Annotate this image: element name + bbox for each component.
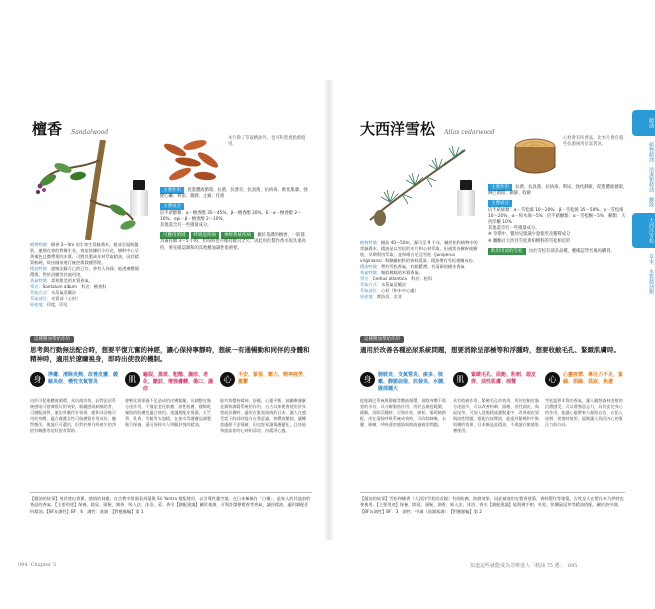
col-body-text: 能有效穩持精神，舒緩，心靈平衡，鼓勵療慮解並調和調精系統的作用，自古以來便會使用於冥想或祈禱時，適用在緊張兩情的日本，讓人在感受當下的同時提升自我意識，和釋放壓抑，讓轉重處理不安情緒，但也容易讓情慮變化，且快能和提高你的心神和清涼，內精淨心靈。 — [220, 398, 306, 433]
col-heading: 淨膚、清除炎熱、改善皮膚、緩解炎症、慢性支氣管炎 — [48, 372, 119, 385]
fact-label: 萃取部位： — [30, 296, 51, 301]
app-tag-0: 可應用領域 — [160, 232, 189, 239]
fact-row — [360, 294, 478, 300]
right-col-skin — [453, 372, 541, 434]
fact-row — [30, 242, 140, 266]
applications-text: 由於雪松有部多品種，應確認學名後再購買。 — [528, 248, 615, 254]
side-tab-herbal[interactable]: 草本．木質精油類 — [648, 254, 654, 294]
left-col-mind — [220, 372, 308, 434]
fact-value: 帶有雪松香氣，有點鬱滯、有清新的樹木香氣 — [380, 264, 465, 269]
fact-label: 香氣特徵： — [360, 270, 381, 275]
left-applications — [160, 232, 308, 252]
fact-value: 印度，印尼 — [46, 302, 68, 307]
fact-value: 柔和甜美的木質香氣。 — [50, 278, 93, 283]
left-page-subtitle: Sandalwood — [71, 129, 109, 136]
left-col-body — [30, 372, 118, 434]
right-divider-tag: 這種精油帶給你的 — [360, 336, 404, 343]
components-tag: 主要成分 — [488, 200, 512, 207]
fact-label: 精油特徵： — [30, 266, 51, 271]
mind-icon: 心 — [545, 372, 560, 387]
left-infobox — [160, 187, 308, 255]
wood-chips-illustration — [160, 130, 225, 185]
right-quote: 適用於改善各種泌尿系統問題，想要消除呈部極等和浮腫時，想要收斂毛孔、緊緻肌膚時。 — [360, 346, 620, 354]
left-page-title: 檀香 — [32, 120, 63, 138]
fact-row — [30, 302, 140, 308]
fact-value: 檀香 3～4m 的半寄生常綠喬木，根部呈現吸盤狀，連綿在寄的對稱生長。寄宿依據形小紅花，樹幹中心呈黃褐色且微帶黃的木質，可將其製成木材萃取精油，因其精質較硬，故由國家進行統控與栽種管理。 — [30, 242, 139, 265]
fact-row — [30, 266, 140, 278]
side-tab-category[interactable]: 植物精油．清潔類精油．擴散 — [648, 142, 654, 207]
main-effects-tag: 主要作用 — [160, 187, 184, 194]
fact-value: 木質部（心材） — [50, 296, 81, 301]
fact-label: 植物特徵： — [360, 240, 381, 245]
right-main-effects — [488, 184, 628, 197]
wood-slice-illustration — [510, 135, 560, 180]
skin-icon: 肌 — [125, 372, 140, 387]
fact-label: 香氣特徵： — [30, 278, 51, 283]
col-body-text: 會軟化與保養不足造成的皮膚粗糙，具調整皮脂分泌作用，不僅是老化肌膚、油性肌膚、種類乾燥肌的肌膚也適合使用。建議搭配皮保濕，天竺葵、乳香，雪鬆等太加精，在加水等護膚品調製進行保養，還可保持年人明顯舒悅的精油。 — [125, 398, 211, 427]
bottle-body — [130, 190, 148, 216]
body-icon: 身 — [30, 372, 45, 387]
left-chapter: Chapter 3 — [30, 562, 57, 568]
right-applications — [488, 248, 628, 255]
left-facts — [30, 242, 140, 308]
left-col-skin — [125, 372, 213, 428]
left-folio — [18, 562, 56, 568]
fact-label: 萃取部位： — [360, 288, 381, 293]
right-page-title: 大西洋雪松 — [360, 120, 436, 138]
side-tab-oils[interactable]: 精油 — [632, 110, 655, 136]
fact-label: 學名： — [360, 276, 373, 281]
col-heading: 緊緻毛孔、面皰、粉刺、頭皮屑、油性肌膚、掉髮 — [471, 372, 537, 385]
fact-label: 學名： — [30, 284, 43, 289]
col-body-text: 雪松溫和木質的香氣，讓人聯想森林浴般的沉穩感受，可以增強意志力，具有安定身心的作用，能讓心靈帶來力量與自信，在陷入迷惘、徬徨時使用，能夠讓人找回內心的專注力與方向。 — [545, 398, 623, 427]
side-tab-cedarwood[interactable]: 大西洋雪松 — [632, 213, 655, 248]
fact-label: 精油特徵： — [360, 264, 381, 269]
bottle-cap — [460, 180, 472, 190]
fact-value: 水蒸氣蒸餾法 — [380, 282, 407, 287]
col-heading: 膀胱炎、支氣管炎、痰多、咳嗽、靜脈曲張、抗發炎、水腫、腹部腫大 — [378, 372, 449, 392]
right-col-body — [360, 372, 448, 428]
col-body-text: 具有收斂作用，緊緻毛孔的效用，用於控制皮脂分泌過多，可以改善粉刺、面皰、油性頭皮，與鼠尾草，可加入洗髮精或護髮素中，改善頭皮屑與油性問題，搭配在按摩油，能達到緊緻和平衡肌膚的效果，日本稱是此精油，不建議在敏感肌膚使用。 — [453, 398, 539, 433]
left-caption: 木片除了萃取精油外，也可和焚香點薰燒用。 — [228, 136, 306, 147]
mind-icon: 心 — [220, 372, 235, 387]
side-index-tabs — [632, 110, 655, 300]
fact-value: 摩洛哥、北非 — [376, 294, 402, 299]
applications-text: 屬於基礎的檀香，一般都具備持續 3～5 小時，但每時也可維持數日之久，因此用於製作香水很具重高持，事先確認調和的其他精油調性很重要。 — [160, 233, 306, 251]
warning-1: ※ 屬酮式大西洋雪松與柏樹科的雪松相近的 — [488, 238, 571, 244]
right-caption: 心材會有所香氣，比木片會有處些抗菌兩用於氣質沐。 — [563, 136, 624, 147]
right-title-group — [360, 118, 495, 140]
fact-label: 原產地： — [30, 302, 47, 307]
components-text: 倍半萜醇類：α－檀香醇 35～45%、β－檀香醇 20%、E－α－檀香醇 2～10%、epi－β－檀香醇 2～10%、 — [160, 210, 302, 222]
left-quote: 思考與行動無法配合時，想要平復亢奮的神經，讓心保持寧靜時，想統一有通暢動和同伴的身體和精神時，適用於遼曠視身，即時出使我的機制。 — [30, 346, 310, 363]
col-heading: 龜裂、黑斑、粗糙、濕疹、老化、皺紋、增強膚體、傷口、濕疹 — [143, 372, 214, 392]
components-note: 其他還含有一些微量成分。 — [488, 226, 540, 232]
right-col-mind — [545, 372, 625, 428]
fact-row — [360, 240, 478, 264]
fact-label: 萃取方式： — [30, 290, 51, 295]
fact-label: 萃取方式： — [360, 282, 381, 287]
right-oil-bottle — [457, 180, 475, 216]
col-heading: 不安、緊張、壓力、精神疲勞、憂鬱 — [238, 372, 309, 385]
app-tag-1: 呼吸道疾病 — [191, 232, 220, 239]
right-footnote: 【精油的故事】雪松和檀香（大西洋雪松的近親）有助防腐、防腐效果，因此被使用在製香建築、香料製作等建築，古埃及人在製作木乃伊時也會使用。【主要用途】保養、除臭、頭髮、調香、吸入法、沐浴、香水【調配建議】能與佛手柑、杜松、快樂鼠尾草等精油搭配，屬於前中調。【BF＆調性】BF：3 調性：中調（前調基調） 【對應脈輪】第 2 — [360, 492, 625, 515]
fact-value: Cedrus atlantica 科名：松科 — [372, 276, 433, 281]
left-title-group — [32, 118, 108, 140]
fact-value: 水蒸氣蒸餾法 — [50, 290, 77, 295]
right-footer-text: 知道這些就能成為芳療達人「精油 75 選」 — [470, 563, 565, 569]
fact-value: 樹高 40～50m，壽可至 9 千年，屬於松科植物中的常綠喬木，精油是以雪松的木片和心材萃取，但通常為樹幹或樹枝，早期利用萃取，並和維吉尼亞雪松（Juniperus virginiana）與隸屬柏科的香料混淆，精油帶有雪松相關成份。 — [360, 240, 478, 263]
main-effects-tag: 主要作用 — [488, 184, 512, 191]
fact-label: 植物特徵： — [30, 242, 51, 247]
skin-icon: 肌 — [453, 372, 468, 387]
fact-value: Santalum album 科名：檀香科 — [42, 284, 107, 289]
left-main-effects — [160, 187, 308, 200]
right-folio — [470, 562, 577, 569]
warning-0: ※ 孕期中、嬰幼兒建議少量使用及稀釋成分 — [488, 232, 571, 238]
main-effects-text: 促進體液循環、抗菌、抗發炎、抗真菌、抗病毒、軟化肌膚、強健心臟、利尿、鎮靜、止痛、化痰 — [160, 188, 308, 200]
left-footnote: 【精油的故事】用於焚出香薰，感情的伺應，在宗教中常園看到還與 Sri Yantra 搭配使用，以引導性靈空境。在日本稱稱作「白檀」，是家人的其他前的香品的香氣。【主要用途】保養，除臭、頭髮、調香、吸入法、沐浴，蒸、香水【調配建議】屬於基調，可與許傑檸檬香等香氣，讓你精油，適用調配任何精油。【BF＆調性】BF：6 調性：基調 【對應脈輪】第 1 — [30, 492, 312, 515]
left-oil-bottle — [130, 180, 148, 216]
components-text: 倍半萜烯類：α－雪松烯 10～20%、β－雪松烯 35～50%、γ－雪松烯 10～20%、α－柏木烯～5% 倍半萜酮類：α－雪松酮～5% 酮類：大西洋酮 10% — [488, 207, 626, 226]
main-effects-text: 抗菌、抗真菌、抗病毒、利尿、強化靜脈、促進體液循環、淋巴循環、鎮靜、收斂 — [488, 185, 628, 197]
right-components — [488, 200, 628, 244]
right-page-number: 095 — [567, 563, 578, 569]
left-page-number: 094 — [18, 562, 28, 568]
book-gutter — [324, 80, 334, 540]
app-tag: 飲用用途的雪松 — [488, 248, 526, 255]
fact-value: 憑嗅法蘇合已的已存，香有人為採，能透廣體循環與，對於浴膜等其他用途， — [30, 266, 139, 277]
sandalwood-illustration — [28, 140, 138, 240]
left-divider-tag: 這種精油帶給你的 — [30, 336, 74, 343]
right-page-subtitle: Atlas cedarwood — [444, 129, 495, 136]
col-body-text: 由於可促進體液循環，具抗菌功效，針對泌尿系統感染可發揮很好的效果，喉嚨感染刺痛的者，可調配滴鼻，兼治草藥作好效果，緩和沐浴後可用的身體，適合養護女性可做膚質作用成份，聽然懷孕，建議只可選用，但對於採月經產生的淨值有關應等症狀很有幫助。 — [30, 398, 116, 433]
components-tag: 主要成分 — [160, 203, 184, 210]
right-infobox — [488, 184, 628, 258]
fact-value: 心材（和木中心處） — [380, 288, 419, 293]
left-components — [160, 203, 308, 229]
col-body-text: 促進淋巴系統與靜脈等體液循環，排除身體不需要的水份，具分解脂肪作用，用於去痛疫範圍，緩解，消除浮腫時，可與杜松、絲柏、葡萄柚搭配，用在清除呼吸系統成效時，可改除咳嗽、水腫、咳嗽，呼吸道的感染與痰液過疲的問題。 — [360, 398, 446, 427]
fact-label: 原產地： — [360, 294, 377, 299]
body-icon: 身 — [360, 372, 375, 387]
col-heading: 心靈疲憊、專注力不足、緊繃、煩躁、孤寂、焦慮 — [563, 372, 624, 385]
fact-value: 類似樟腦的木質香氣。 — [380, 270, 423, 275]
app-tag-2: 神經系統疾病 — [221, 232, 254, 239]
bottle-body — [457, 190, 475, 216]
bottle-cap — [133, 180, 145, 190]
components-note: 其他還含有一些微量成分。 — [160, 223, 212, 229]
right-facts — [360, 240, 478, 300]
